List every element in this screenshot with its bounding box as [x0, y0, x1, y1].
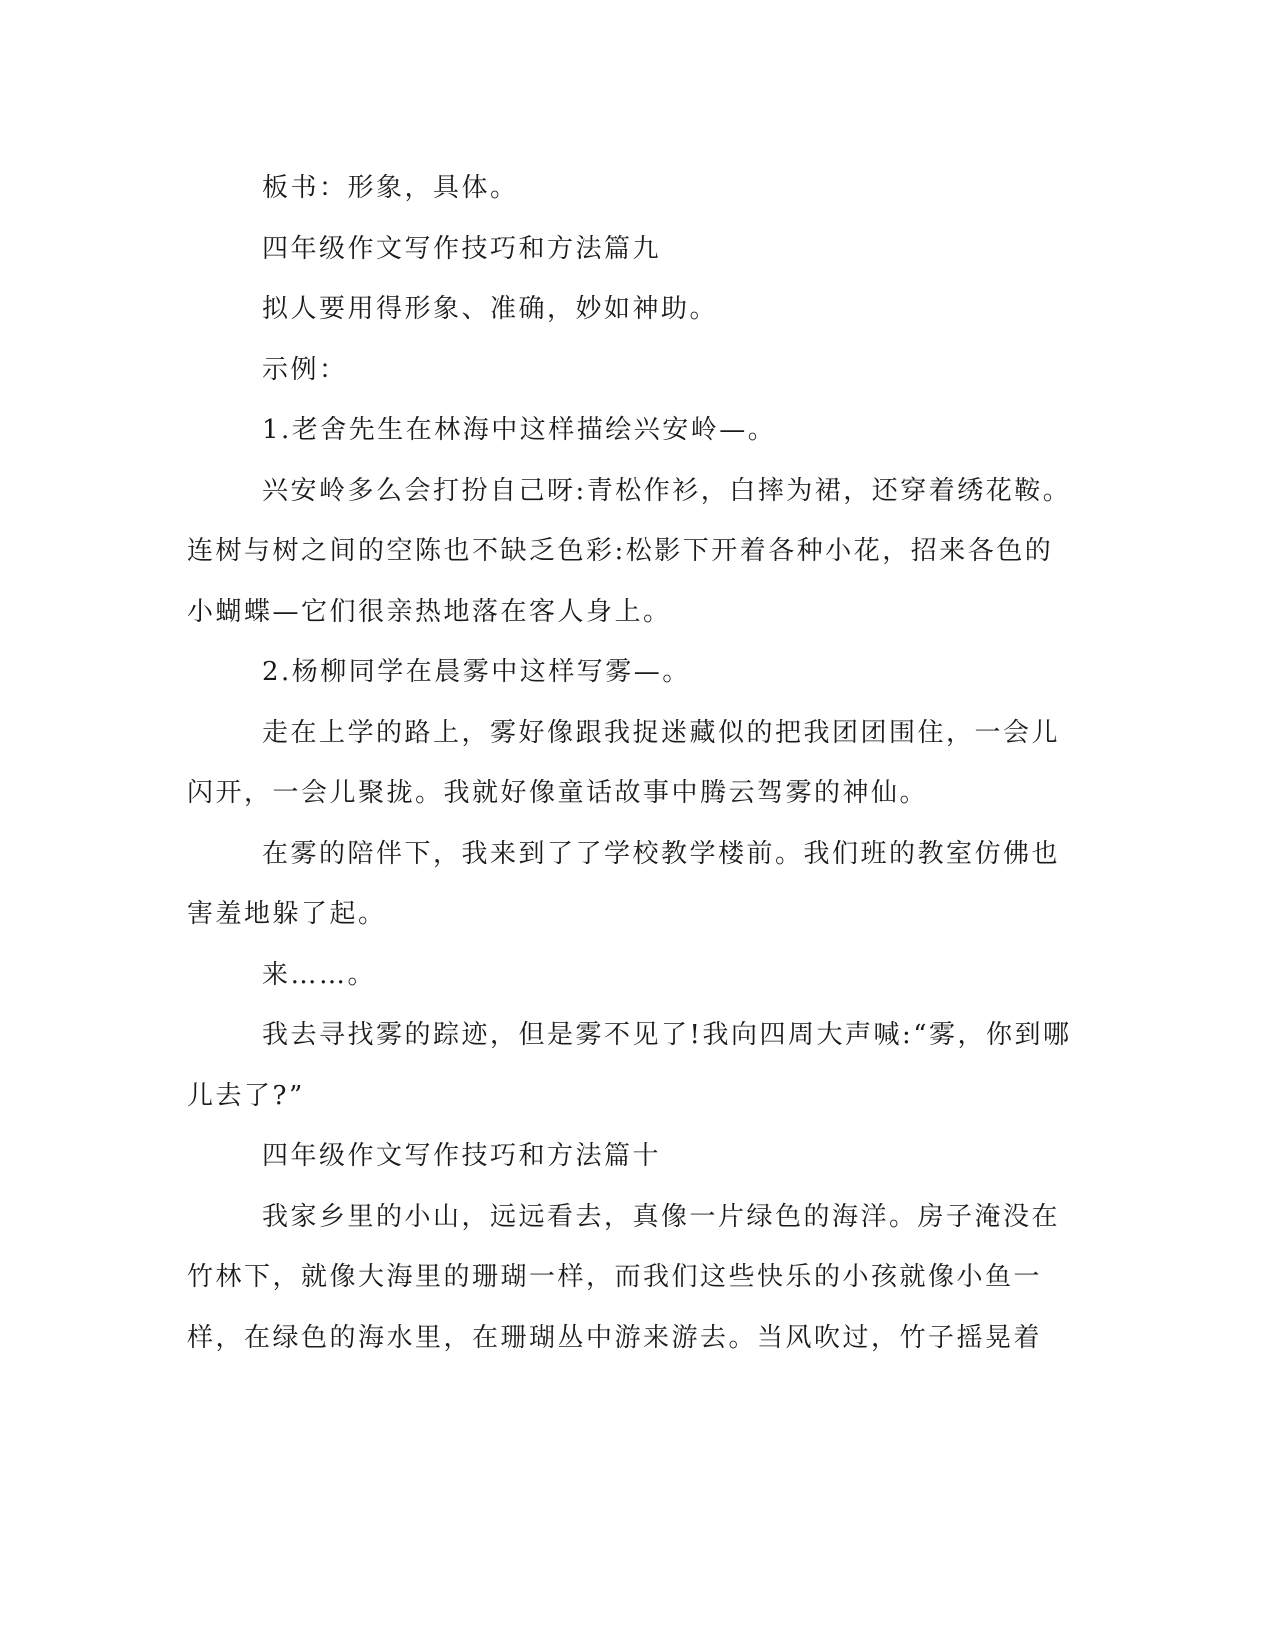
text-line: 小蝴蝶—它们很亲热地落在客人身上。 — [187, 596, 672, 627]
paragraph-fog-school — [187, 824, 1072, 945]
paragraph-fog-road — [187, 703, 1072, 824]
text-line: 兴安岭多么会打扮自己呀:青松作衫，白摔为裙，还穿着绣花鞍。 — [262, 475, 1072, 506]
text-line: 拟人要用得形象、准确，妙如神助。 — [262, 294, 719, 324]
text-line: 闪开，一会儿聚拢。我就好像童话故事中腾云驾雾的神仙。 — [187, 778, 929, 808]
text-line: 来……。 — [262, 959, 377, 990]
section-heading-nine — [187, 219, 1072, 280]
paragraph-fog-continue — [187, 945, 1072, 1006]
section-heading-ten — [187, 1126, 1072, 1187]
text-line: 四年级作文写作技巧和方法篇九 — [262, 233, 662, 264]
paragraph-example-two-intro — [187, 642, 1072, 703]
text-line: 示例： — [262, 354, 348, 385]
text-line: 儿去了?” — [187, 1080, 305, 1111]
document-body — [187, 158, 1072, 1368]
text-line: 四年级作文写作技巧和方法篇十 — [262, 1141, 662, 1171]
text-line: 走在上学的路上，雾好像跟我捉迷藏似的把我团团围住，一会儿 — [262, 717, 1061, 748]
text-line: 竹林下，就像大海里的珊瑚一样，而我们这些快乐的小孩就像小鱼一 — [187, 1262, 1043, 1292]
paragraph-example-one-intro — [187, 400, 1072, 461]
text-line: 在雾的陪伴下，我来到了了学校教学楼前。我们班的教室仿佛也 — [262, 838, 1061, 869]
text-line: 2.杨柳同学在晨雾中这样写雾—。 — [262, 657, 691, 687]
text-line: 害羞地躲了起。 — [187, 899, 387, 929]
paragraph-hometown-hills — [187, 1187, 1072, 1369]
text-line: 样，在绿色的海水里，在珊瑚丛中游来游去。当风吹过，竹子摇晃着 — [187, 1322, 1043, 1353]
paragraph-personification-tip — [187, 279, 1072, 340]
text-line: 我去寻找雾的踪迹，但是雾不见了!我向四周大声喊:“雾，你到哪 — [262, 1020, 1072, 1050]
text-line: 板书：形象，具体。 — [262, 173, 519, 203]
paragraph-xinganling — [187, 461, 1072, 643]
paragraph-fog-search — [187, 1005, 1072, 1126]
paragraph-example-label — [187, 340, 1072, 401]
paragraph-blackboard-notes — [187, 158, 1072, 219]
text-line: 连树与树之间的空陈也不缺乏色彩:松影下开着各种小花，招来各色的 — [187, 536, 1054, 566]
text-line: 1.老舍先生在林海中这样描绘兴安岭—。 — [262, 415, 777, 445]
text-line: 我家乡里的小山，远远看去，真像一片绿色的海洋。房子淹没在 — [262, 1201, 1061, 1232]
